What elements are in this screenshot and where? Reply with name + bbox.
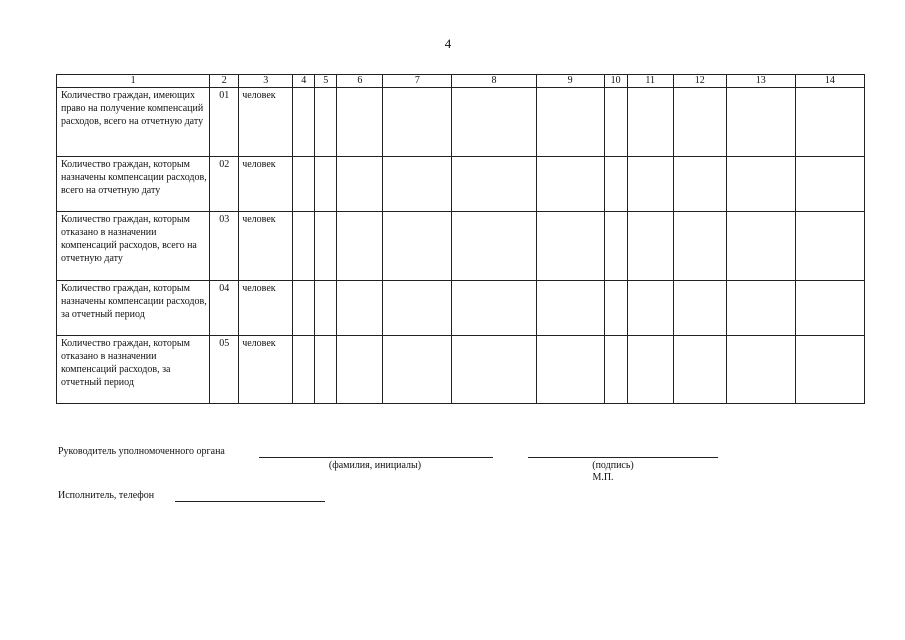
empty-cell xyxy=(293,88,315,157)
row-code: 05 xyxy=(210,336,239,404)
empty-cell xyxy=(795,336,864,404)
empty-cell xyxy=(293,281,315,336)
empty-cell xyxy=(604,88,627,157)
column-header: 9 xyxy=(536,75,604,88)
stamp-label: М.П. xyxy=(592,472,614,483)
signature-caption: (подпись) xyxy=(592,460,634,471)
executor-label: Исполнитель, телефон xyxy=(58,490,155,501)
column-header: 4 xyxy=(293,75,315,88)
empty-cell xyxy=(315,157,337,212)
empty-cell xyxy=(383,212,452,281)
empty-cell xyxy=(673,157,726,212)
row-code: 02 xyxy=(210,157,239,212)
empty-cell xyxy=(337,281,383,336)
column-header: 13 xyxy=(726,75,795,88)
empty-cell xyxy=(337,212,383,281)
row-description: Количество граждан, которым отказано в назначении компенсаций расходов, за отчетный период xyxy=(57,336,210,404)
header-row xyxy=(57,75,865,88)
empty-cell xyxy=(383,157,452,212)
empty-cell xyxy=(627,88,673,157)
column-header: 12 xyxy=(673,75,726,88)
empty-cell xyxy=(604,281,627,336)
row-code: 03 xyxy=(210,212,239,281)
empty-cell xyxy=(536,281,604,336)
empty-cell xyxy=(315,88,337,157)
empty-cell xyxy=(337,336,383,404)
page-number: 4 xyxy=(444,36,452,51)
empty-cell xyxy=(795,281,864,336)
table-row xyxy=(57,88,865,157)
empty-cell xyxy=(452,88,536,157)
column-header: 1 xyxy=(57,75,210,88)
empty-cell xyxy=(452,336,536,404)
executor-line[interactable] xyxy=(175,501,325,502)
empty-cell xyxy=(673,336,726,404)
row-unit: человек xyxy=(239,281,293,336)
empty-cell xyxy=(383,336,452,404)
report-table xyxy=(56,74,865,404)
column-header: 10 xyxy=(604,75,627,88)
empty-cell xyxy=(726,212,795,281)
row-unit: человек xyxy=(239,336,293,404)
empty-cell xyxy=(337,157,383,212)
row-unit: человек xyxy=(239,88,293,157)
empty-cell xyxy=(627,212,673,281)
empty-cell xyxy=(536,88,604,157)
empty-cell xyxy=(795,212,864,281)
empty-cell xyxy=(293,212,315,281)
empty-cell xyxy=(315,212,337,281)
empty-cell xyxy=(627,157,673,212)
empty-cell xyxy=(315,281,337,336)
empty-cell xyxy=(452,212,536,281)
empty-cell xyxy=(795,157,864,212)
name-caption: (фамилия, инициалы) xyxy=(328,460,422,471)
empty-cell xyxy=(673,212,726,281)
empty-cell xyxy=(604,336,627,404)
row-unit: человек xyxy=(239,157,293,212)
empty-cell xyxy=(536,157,604,212)
row-description: Количество граждан, которым отказано в назначении компенсаций расходов, всего на отчетную дату xyxy=(57,212,210,281)
row-code: 04 xyxy=(210,281,239,336)
empty-cell xyxy=(726,157,795,212)
empty-cell xyxy=(452,157,536,212)
empty-cell xyxy=(536,212,604,281)
empty-cell xyxy=(293,157,315,212)
table-row xyxy=(57,212,865,281)
empty-cell xyxy=(293,336,315,404)
empty-cell xyxy=(536,336,604,404)
empty-cell xyxy=(673,281,726,336)
empty-cell xyxy=(315,336,337,404)
column-header: 7 xyxy=(383,75,452,88)
row-code: 01 xyxy=(210,88,239,157)
row-description: Количество граждан, имеющих право на получение компенсаций расходов, всего на отчетную дату xyxy=(57,88,210,157)
empty-cell xyxy=(627,281,673,336)
empty-cell xyxy=(726,281,795,336)
empty-cell xyxy=(452,281,536,336)
column-header: 3 xyxy=(239,75,293,88)
head-label: Руководитель уполномоченного органа xyxy=(58,446,225,457)
empty-cell xyxy=(337,88,383,157)
empty-cell xyxy=(627,336,673,404)
column-header: 11 xyxy=(627,75,673,88)
row-description: Количество граждан, которым назначены компенсации расходов, за отчетный период xyxy=(57,281,210,336)
column-header: 6 xyxy=(337,75,383,88)
table-row xyxy=(57,157,865,212)
empty-cell xyxy=(673,88,726,157)
empty-cell xyxy=(726,336,795,404)
empty-cell xyxy=(383,281,452,336)
column-header: 5 xyxy=(315,75,337,88)
column-header: 2 xyxy=(210,75,239,88)
empty-cell xyxy=(726,88,795,157)
empty-cell xyxy=(795,88,864,157)
table-row xyxy=(57,281,865,336)
name-signature-line[interactable] xyxy=(259,457,493,458)
column-header: 14 xyxy=(795,75,864,88)
row-description: Количество граждан, которым назначены компенсации расходов, всего на отчетную дату xyxy=(57,157,210,212)
row-unit: человек xyxy=(239,212,293,281)
column-header: 8 xyxy=(452,75,536,88)
empty-cell xyxy=(383,88,452,157)
empty-cell xyxy=(604,212,627,281)
table-row xyxy=(57,336,865,404)
signature-line[interactable] xyxy=(528,457,718,458)
empty-cell xyxy=(604,157,627,212)
